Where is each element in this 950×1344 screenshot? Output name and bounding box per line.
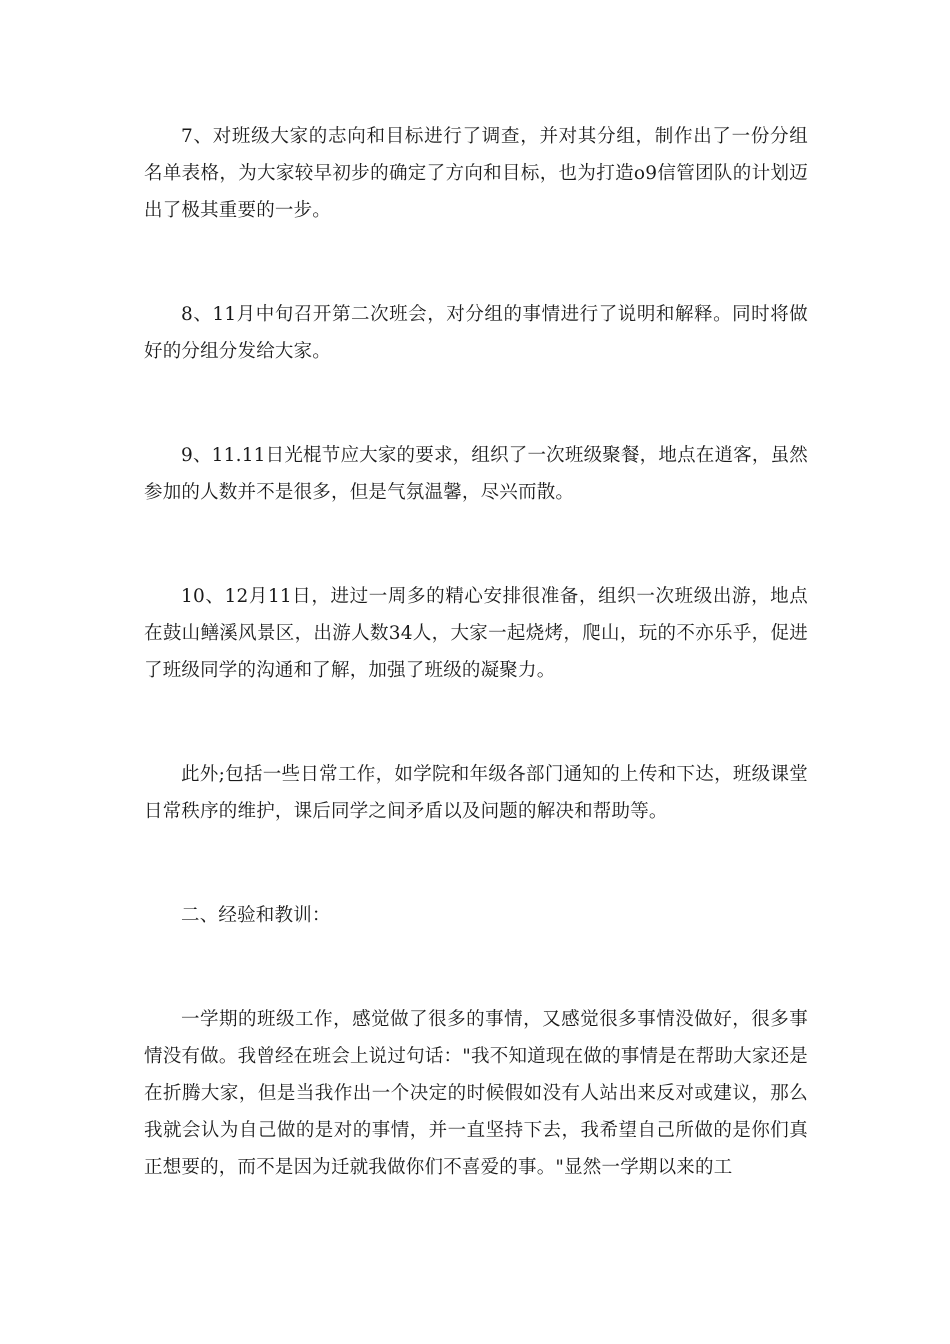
paragraph-item-7: 7、对班级大家的志向和目标进行了调查，并对其分组，制作出了一份分组名单表格，为大家较早初步的确定了方向和目标，也为打造o9信管团队的计划迈出了极其重要的一步。 — [144, 126, 808, 221]
section-heading-experience: 二、经验和教训： — [181, 905, 331, 926]
paragraph-other-work: 此外;包括一些日常工作，如学院和年级各部门通知的上传和下达，班级课堂日常秩序的维护，课后同学之间矛盾以及问题的解决和帮助等。 — [144, 764, 808, 822]
paragraph-item-8: 8、11月中旬召开第二次班会，对分组的事情进行了说明和解释。同时将做好的分组分发给大家。 — [144, 304, 808, 362]
paragraph-item-10: 10、12月11日，进过一周多的精心安排很准备，组织一次班级出游，地点在鼓山鳝溪风景区，出游人数34人，大家一起烧烤，爬山，玩的不亦乐乎，促进了班级同学的沟通和了解，加强了班级的凝聚力。 — [144, 586, 808, 681]
paragraph-item-9: 9、11.11日光棍节应大家的要求，组织了一次班级聚餐，地点在逍客，虽然参加的人数并不是很多，但是气氛温馨，尽兴而散。 — [144, 445, 808, 503]
paragraph-experience-body: 一学期的班级工作，感觉做了很多的事情，又感觉很多事情没做好，很多事情没有做。我曾经在班会上说过句话："我不知道现在做的事情是在帮助大家还是在折腾大家，但是当我作出一个决定的时候假如没有人站出来反对或建议，那么我就会认为自己做的是对的事情，并一直坚持下去，我希望自己所做的是你们真正想要的，而不是因为迁就我做你们不喜爱的事。"显然一学期以来的工 — [144, 1009, 808, 1178]
